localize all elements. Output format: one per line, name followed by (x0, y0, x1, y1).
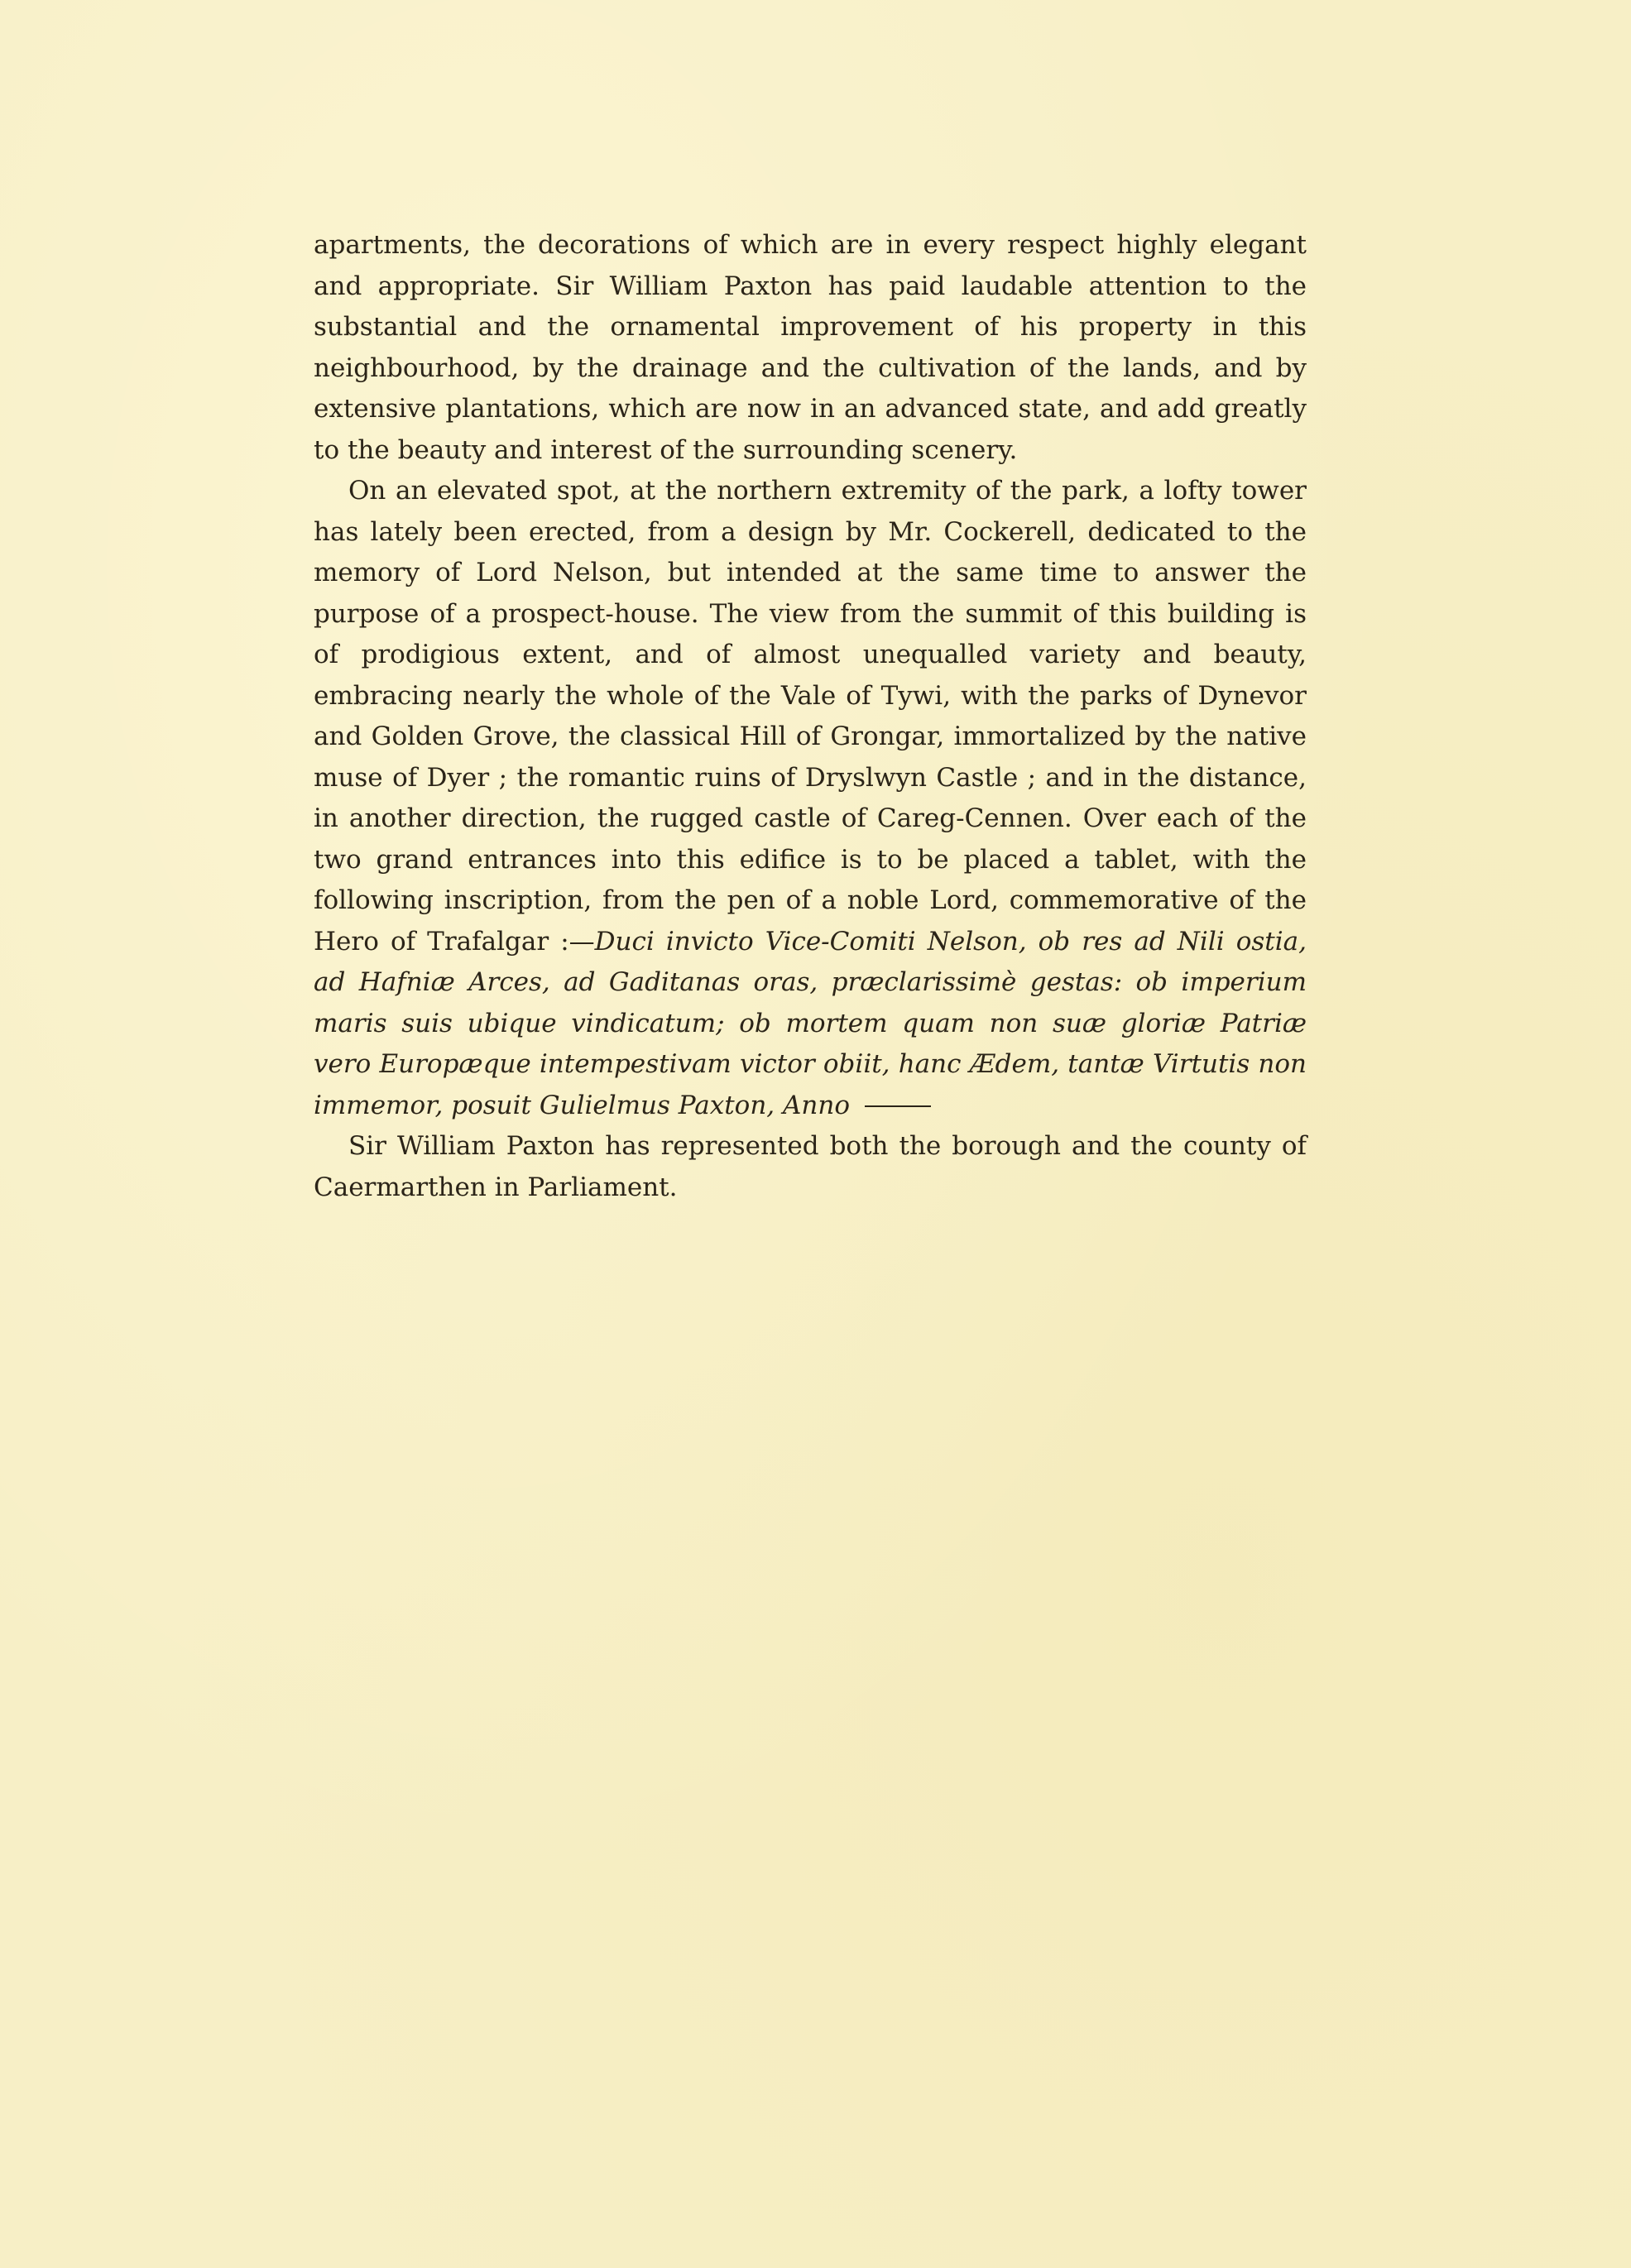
body-text (314, 225, 1307, 1208)
paragraph-1: apartments, the decorations of which are in every respect highly elegant and appropriate. Sir William Paxton has paid laudable attention to the substantial and the ornamental improvement of his property in this neighbourhood, by the drainage and the cultivation of the lands, and by extensive plantations, which are now in an advanced state, and add greatly to the beauty and interest of the surrounding scenery. (314, 230, 1307, 465)
paragraph-3: Sir William Paxton has represented both the borough and the county of Caermarthen in Parliament. (314, 1131, 1307, 1202)
paragraph-2-text: On an elevated spot, at the northern extremity of the park, a lofty tower has lately been erected, from a design by Mr. Cockerell, dedicated to the memory of Lord Nelson, but intended at the same time to answer the purpose of a prospect-house. The view from the summit of this building is of prodigious extent, and of almost unequalled variety and beauty, embracing nearly the whole of the Vale of Tywi, with the parks of Dynevor and Golden Grove, the classical Hill of Grongar, immortalized by the native muse of Dyer ; the romantic ruins of Dryslwyn Castle ; and in the distance, in another direction, the rugged castle of Careg-Cennen. Over each of the two grand entrances into this edifice is to be placed a tablet, with the following inscription, from the pen of a noble Lord, commemorative of the Hero of Trafalgar :— (314, 476, 1307, 957)
date-blank-rule (865, 1105, 931, 1107)
paragraph-2 (314, 471, 1307, 1126)
latin-inscription: Duci invicto Vice-Comiti Nelson, ob res ad Nili ostia, ad Hafniæ Arces, ad Gaditanas oras, præclarissimè gestas: ob imperium maris suis ubique vindicatum; ob mortem quam non suæ gloriæ Patriæ vero Europæque intempestivam victor obiit, hanc Ædem, tantæ Virtutis non immemor, posuit Gulielmus Paxton, Anno (314, 926, 1307, 1120)
